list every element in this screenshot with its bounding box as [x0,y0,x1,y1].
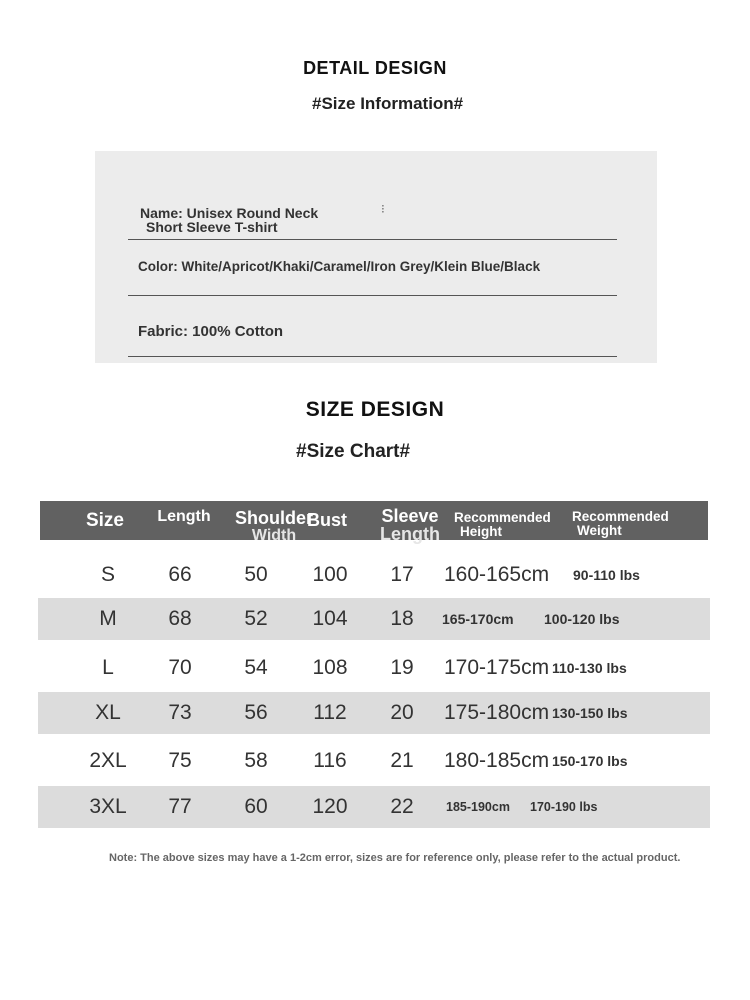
cell-shoulder: 58 [244,749,268,772]
cell-bust: 116 [313,749,347,772]
product-fabric-row [128,323,617,357]
cell-weight: 130-150 lbs [552,705,628,721]
product-name-row [128,206,617,240]
cell-shoulder: 50 [244,563,268,586]
header-sleeve-length [372,507,448,543]
cell-sleeve: 18 [390,607,414,630]
cell-height: 175-180cm [444,701,550,724]
header-sleeve-line-1: Sleeve [381,506,439,526]
cell-bust: 108 [312,656,348,679]
cell-weight: 110-130 lbs [552,660,627,676]
header-rec-weight-line-1: Recommended [572,509,669,524]
product-name-line-2: Short Sleeve T-shirt [146,219,278,235]
header-size: Size [85,510,125,531]
size-row [38,786,710,828]
cell-weight: 150-170 lbs [552,753,628,769]
cell-bust: 100 [312,563,348,586]
cell-shoulder: 52 [244,607,268,630]
cell-sleeve: 22 [390,795,414,818]
size-row [38,598,710,640]
product-fabric: Fabric: 100% Cotton [138,323,284,340]
size-row [38,692,710,734]
size-information-subheading: #Size Information# [312,94,464,113]
cell-size: L [102,656,114,679]
product-colors: Color: White/Apricot/Khaki/Caramel/Iron Grey/Klein Blue/Black [138,259,541,274]
size-row [38,554,710,596]
detail-design-heading: DETAIL DESIGN [303,58,447,78]
header-rec-weight-line-2: Weight [577,523,622,538]
cell-sleeve: 20 [390,701,414,724]
product-info-panel [95,151,657,363]
cell-shoulder: 54 [244,656,268,679]
cell-weight: 170-190 lbs [530,800,598,814]
header-shoulder-line-2: Width [251,527,297,544]
header-rec-height-line-1: Recommended [454,510,551,525]
header-length: Length [157,508,211,525]
size-row [38,740,710,782]
cell-size: S [100,563,115,586]
size-chart-subheading: #Size Chart# [296,441,411,462]
cell-height: 160-165cm [444,563,550,586]
cell-length: 75 [168,749,192,772]
cell-size: M [99,607,117,630]
header-recommended-weight [572,510,686,538]
cell-shoulder: 56 [244,701,268,724]
cell-sleeve: 21 [390,749,414,772]
cell-height: 170-175cm [444,656,550,679]
cell-length: 68 [168,607,192,630]
header-recommended-height [454,511,568,539]
cell-length: 73 [168,701,192,724]
product-name-line-1: Name: Unisex Round Neck [140,205,319,221]
cell-size: 3XL [89,795,127,818]
cell-weight: 90-110 lbs [573,567,640,583]
cell-length: 70 [168,656,192,679]
cell-height: 185-190cm [446,800,510,814]
cell-length: 77 [168,795,192,818]
cell-bust: 120 [312,795,348,818]
cell-bust: 104 [312,607,348,630]
size-design-heading: SIZE DESIGN [305,398,445,421]
cell-sleeve: 17 [390,563,414,586]
header-sleeve-line-2: Length [380,524,440,544]
header-shoulder-line-1: Shoulder [234,508,313,528]
size-note: Note: The above sizes may have a 1-2cm error, sizes are for reference only, please refer to the actual product. [109,852,681,864]
cell-height: 165-170cm [442,611,514,627]
product-color-row [128,257,617,296]
cell-bust: 112 [313,701,347,724]
stray-mark-icon: ⁝ [381,202,385,216]
cell-shoulder: 60 [244,795,268,818]
header-bust: Bust [307,510,347,530]
cell-size: XL [95,701,121,724]
size-chart-header [40,501,708,544]
cell-height: 180-185cm [444,749,550,772]
cell-size: 2XL [89,749,127,772]
cell-length: 66 [168,563,192,586]
cell-weight: 100-120 lbs [544,611,620,627]
header-rec-height-line-2: Height [460,524,502,539]
cell-sleeve: 19 [390,656,414,679]
size-row [38,647,710,689]
